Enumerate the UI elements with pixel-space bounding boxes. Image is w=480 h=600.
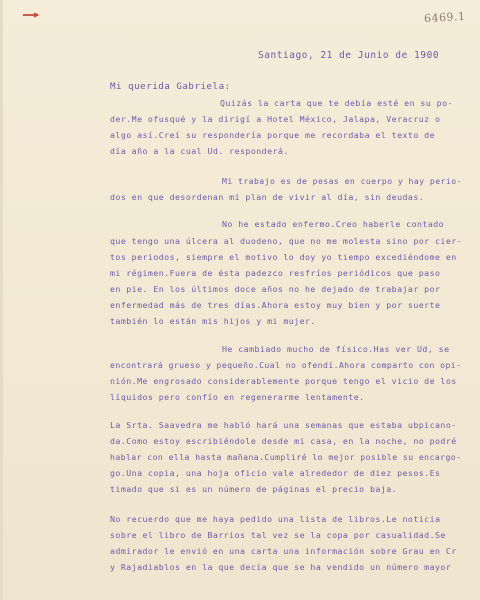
body-line: enfermedad más de tres días.Ahora estoy muy bien y por suerte [110, 300, 441, 310]
body-line: también lo están mis hijos y mi mujer. [110, 316, 316, 326]
body-line: timado que si es un número de páginas el precio baja. [110, 484, 398, 494]
body-line: Quizás la carta que te debía esté en su po- [220, 98, 453, 108]
body-line: No he estado enfermo.Creo haberle contado [222, 219, 445, 229]
dateline: Santiago, 21 de Junio de 1900 [258, 50, 440, 61]
body-line: He cambiado mucho de físico.Has ver Ud, se [222, 344, 450, 354]
salutation: Mi querida Gabriela: [110, 81, 231, 92]
body-line: nión.Me engrosado considerablemente porque tengo el vicio de los [110, 376, 457, 386]
body-line: hablar con ella hasta mañana.Cumpliré lo mejor posible su encargo- [110, 452, 462, 462]
body-line: No recuerdo que me haya pedido una lista de libros.Le noticia [110, 514, 441, 524]
body-line: que tengo una úlcera al duodeno, que no me molesta sino por cier- [110, 236, 463, 246]
body-line: tos periodos, siempre el motivo lo doy yo tiempo excediéndome en [110, 252, 457, 262]
body-line: día año a la cual Ud. responderá. [110, 146, 289, 156]
body-line: en pie. En los últimos doce años no he dejado de trabajar por [110, 284, 441, 294]
body-line: sobre el libro de Barrios tal vez se la copa por casualidad.Se [110, 530, 446, 540]
body-line: La Srta. Saavedra me habló hará una semanas que estaba ubpicano- [110, 420, 457, 430]
body-line: da.Como estoy escribiéndole desde mi casa, en la noche, no podré [110, 436, 457, 446]
body-line: y Rajadiablos en la que decía que se ha vendido un número mayor [110, 562, 452, 572]
body-line: Mi trabajo es de pesas en cuerpo y hay perio- [222, 176, 462, 186]
body-line: go.Una copia, una hoja oficio vale alrededor de diez pesos.Es [110, 468, 441, 478]
body-line: dos en que desordenan mi plan de vivir al día, sin deudas. [110, 192, 425, 202]
archive-number: 6469.1 [423, 9, 466, 26]
body-line: der.Me ofusqué y la dirigí a Hotel México, Jalapa, Veracruz o [110, 114, 441, 124]
body-line: líquidos pero confío en regenerarme lentamente. [110, 392, 365, 402]
body-line: algo así.Creí su respondería porque me recordaba el texto de [110, 130, 436, 140]
body-line: admirador le envió en una carta una información sobre Grau en Cr [110, 546, 457, 556]
body-line: encontrará grueso y pequeño.Cual no ofendí.Ahora comparto con opi- [110, 360, 462, 370]
body-line: mi régimen.Fuera de ésta padezco resfríos periódicos que paso [110, 268, 441, 278]
